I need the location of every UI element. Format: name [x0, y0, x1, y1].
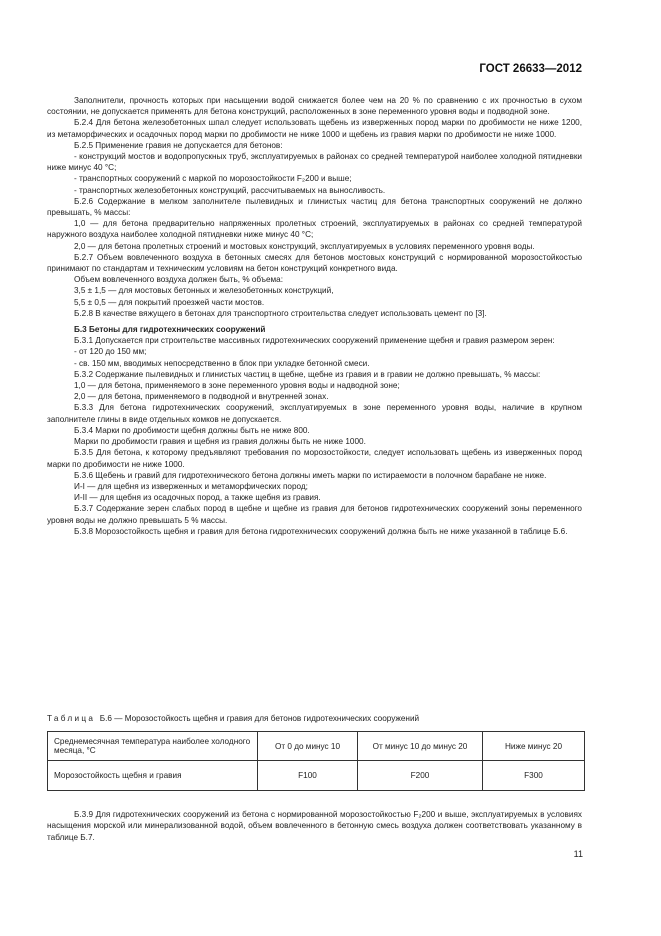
- paragraph: 1,0 — для бетона, применяемого в зоне переменного уровня воды и надводной зоне;: [74, 381, 400, 391]
- frost-resistance-table: [47, 731, 585, 791]
- paragraph: Б.3.6 Щебень и гравий для гидротехнического бетона должны иметь марки по истираемости в полочном барабане не ниже.: [74, 470, 547, 480]
- table-cell: F300: [483, 761, 585, 791]
- paragraph: - от 120 до 150 мм;: [74, 347, 147, 357]
- table-cell: F200: [358, 761, 483, 791]
- table-cell: Морозостойкость щебня и гравия: [48, 761, 258, 791]
- paragraph: Марки по дробимости гравия и щебня из гравия должны быть не ниже 1000.: [74, 437, 366, 447]
- paragraph: И-I — для щебня из изверженных и метаморфических пород;: [74, 481, 308, 491]
- paragraph: Б.2.7 Объем вовлеченного воздуха в бетонных смесях для бетонов мостовых конструкций с нормированной морозостойкостью принимают по стандартам и техническим условиям на бетон конструкций конкретного вида.: [47, 252, 582, 274]
- table-header-cell: Ниже минус 20: [483, 732, 585, 761]
- table-header-cell: Среднемесячная температура наиболее холодного месяца, °С: [48, 732, 258, 761]
- paragraph: Б.3.5 Для бетона, к которому предъявляют требования по морозостойкости, следует использовать щебень из изверженных пород марки по дробимости не ниже 1000.: [47, 448, 582, 469]
- paragraph: 2,0 — для бетона, применяемого в подводной и внутренней зонах.: [74, 392, 329, 402]
- paragraph: Б.2.4 Для бетона железобетонных шпал следует использовать щебень из изверженных пород марки по дробимости не ниже 1200, из метаморфических и осадочных пород марки по дробимости не ниже 1000 и щебень из гравия марки по дробимости не ниже 1000.: [47, 118, 582, 139]
- paragraph: 2,0 — для бетона пролетных строений и мостовых конструкций, эксплуатируемых в условиях переменного уровня воды.: [74, 241, 535, 251]
- table-header-cell: От 0 до минус 10: [258, 732, 358, 761]
- paragraph: 3,5 ± 1,5 — для мостовых бетонных и железобетонных конструкций,: [74, 286, 334, 296]
- paragraph: Б.2.5 Применение гравия не допускается для бетонов:: [74, 140, 283, 150]
- table-header-row: [48, 732, 585, 761]
- paragraph: Объем вовлеченного воздуха должен быть, % объема:: [74, 275, 283, 285]
- paragraph: - транспортных железобетонных конструкций, рассчитываемых на выносливость.: [74, 185, 386, 195]
- paragraph: - св. 150 мм, вводимых непосредственно в блок при укладке бетонной смеси.: [74, 358, 370, 368]
- section-heading: Б.3 Бетоны для гидротехнических сооружений: [74, 325, 266, 335]
- paragraph: Б.3.7 Содержание зерен слабых пород в щебне и щебне из гравия для бетонов гидротехнических сооружений зоны переменного уровня воды не должно превышать 5 % массы.: [47, 504, 582, 525]
- paragraph: Б.3.4 Марки по дробимости щебня должны быть не ниже 800.: [74, 425, 310, 435]
- paragraph: 5,5 ± 0,5 — для покрытий проезжей части мостов.: [74, 297, 265, 307]
- table-header-cell: От минус 10 до минус 20: [358, 732, 483, 761]
- paragraph: Заполнители, прочность которых при насыщении водой снижается более чем на 20 % по сравнению с их прочностью в сухом состоянии, не допускается применять для бетона конструкций, расположенных в зоне переменного уровня воды и подводной зоне.: [47, 96, 582, 117]
- paragraph: Б.3.1 Допускается при строительстве массивных гидротехнических сооружений применение щебня и гравия размером зерен:: [74, 336, 555, 346]
- table-caption: [47, 714, 419, 723]
- table-row: [48, 761, 585, 791]
- table-cell: F100: [258, 761, 358, 791]
- paragraph: И-II — для щебня из осадочных пород, а также щебня из гравия.: [74, 493, 321, 503]
- paragraph: 1,0 — для бетона предварительно напряженных пролетных строений, эксплуатируемых в районах со средней температурой наружного воздуха наиболее холодной пятидневки ниже минус 40 °С;: [47, 219, 582, 240]
- table-caption-text: Б.6 — Морозостойкость щебня и гравия для бетонов гидротехнических сооружений: [99, 714, 420, 723]
- page-number: 11: [573, 849, 583, 859]
- document-header: ГОСТ 26633—2012: [479, 63, 582, 75]
- paragraph: - транспортных сооружений с маркой по морозостойкости F₂200 и выше;: [74, 174, 352, 184]
- paragraph: - конструкций мостов и водопропускных труб, эксплуатируемых в районах со средней температурой наиболее холодной пятидневки ниже минус 40 °С;: [47, 152, 582, 173]
- paragraph: Б.3.2 Содержание пылевидных и глинистых частиц в щебне, щебне из гравия и в гравии не должно превышать, % массы:: [74, 369, 541, 379]
- paragraph: Б.3.3 Для бетона гидротехнических сооружений, эксплуатируемых в зоне переменного уровня воды, наличие в крупном заполнителе глины в виде отдельных комков не допускается.: [47, 403, 582, 424]
- table-caption-label: Таблица: [47, 714, 96, 723]
- document-body: [47, 95, 582, 537]
- paragraph: Б.3.8 Морозостойкость щебня и гравия для бетона гидротехнических сооружений должна быть не ниже указанной в таблице Б.6.: [74, 526, 568, 536]
- paragraph: Б.2.8 В качестве вяжущего в бетонах для транспортного строительства следует использовать цемент по [3].: [74, 308, 487, 318]
- paragraph: Б.2.6 Содержание в мелком заполнителе пылевидных и глинистых частиц для бетона транспортных сооружений не должно превышать, % массы:: [47, 196, 582, 218]
- paragraph: Б.3.9 Для гидротехнических сооружений из бетона с нормированной морозостойкостью F₂200 и выше, эксплуатируемых в условиях насыщения морской или минерализованной водой, объем вовлеченного в бетонную смесь воздуха должен соответствовать указанному в таблице Б.7.: [47, 810, 582, 842]
